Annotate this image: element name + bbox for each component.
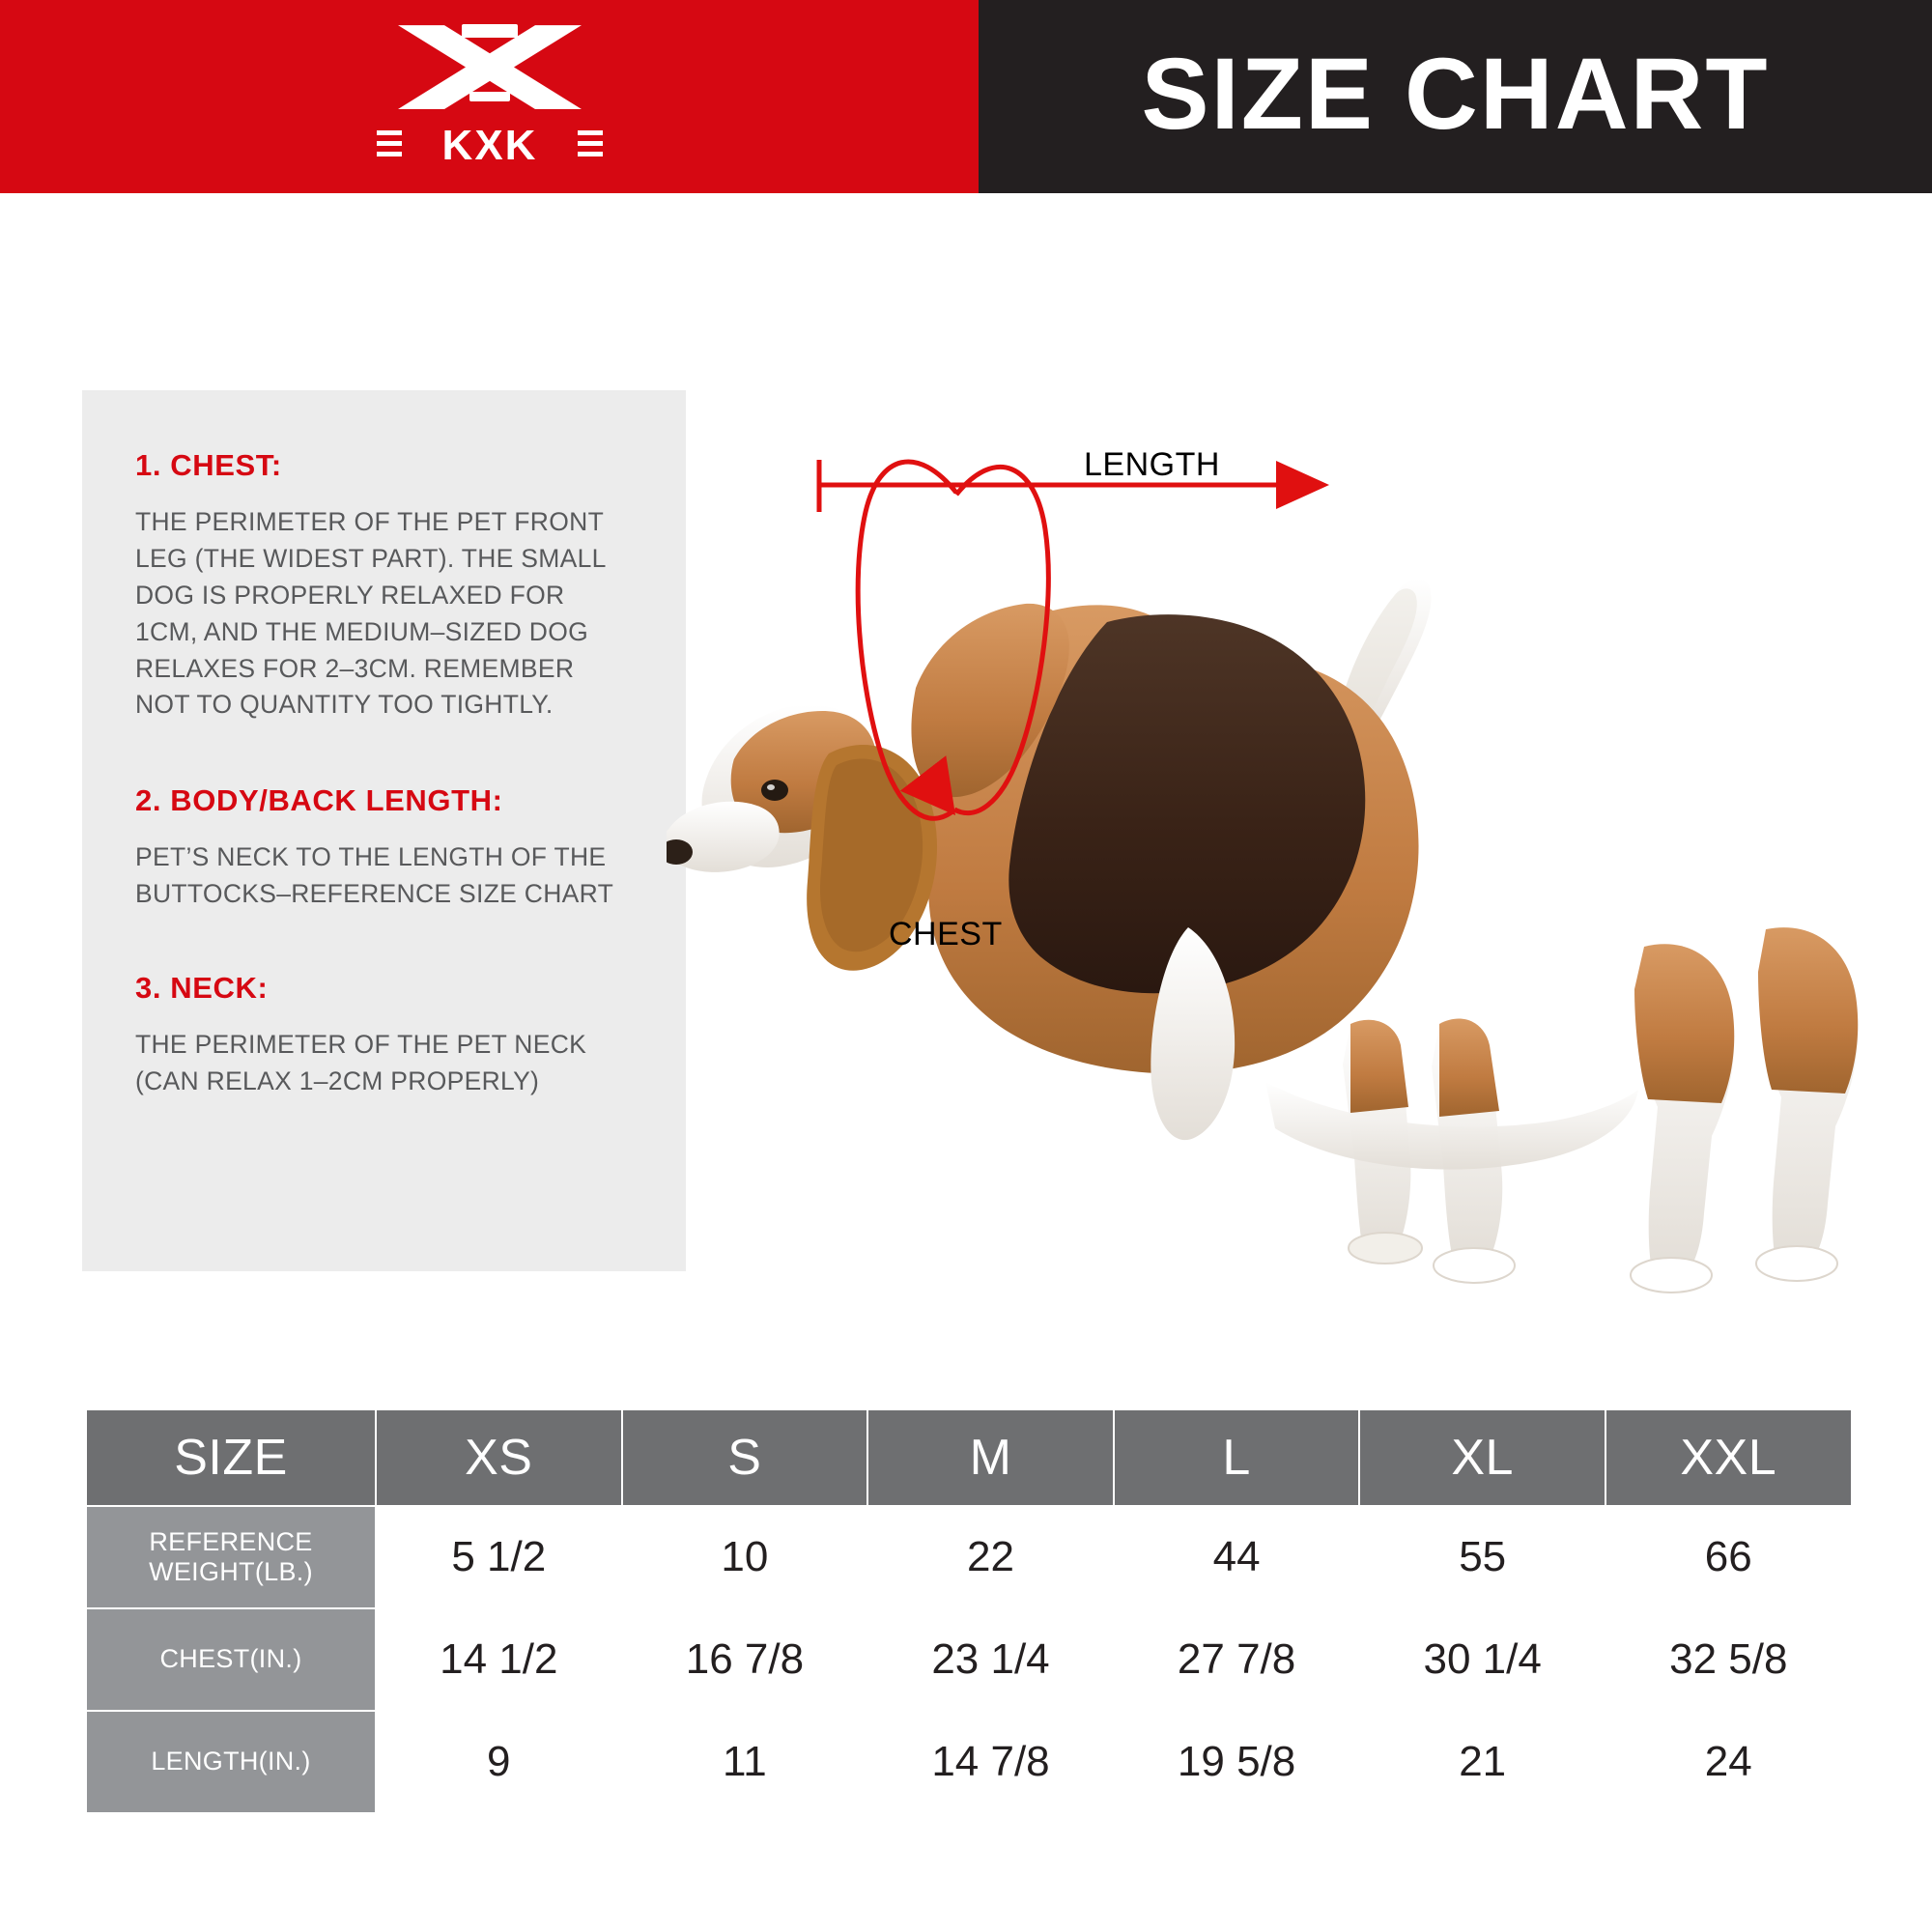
- row-header-chest: CHEST(IN.): [86, 1608, 376, 1711]
- page-title: SIZE CHART: [1141, 37, 1770, 151]
- table-row: [86, 1711, 1852, 1813]
- cell-chest-m: 23 1/4: [867, 1608, 1114, 1711]
- cell-length-l: 19 5/8: [1114, 1711, 1360, 1813]
- kxk-logo: [369, 14, 611, 179]
- cell-chest-s: 16 7/8: [622, 1608, 868, 1711]
- cell-weight-m: 22: [867, 1506, 1114, 1608]
- brand-wordmark: KXK: [441, 122, 537, 169]
- cell-length-xl: 21: [1359, 1711, 1605, 1813]
- col-header-s: S: [622, 1409, 868, 1506]
- cell-chest-l: 27 7/8: [1114, 1608, 1360, 1711]
- table-row: [86, 1506, 1852, 1608]
- chest-label: CHEST: [889, 916, 1003, 952]
- cell-weight-s: 10: [622, 1506, 868, 1608]
- cell-chest-xl: 30 1/4: [1359, 1608, 1605, 1711]
- cell-weight-xl: 55: [1359, 1506, 1605, 1608]
- measurement-instructions-panel: [82, 390, 686, 1271]
- col-header-xxl: XXL: [1605, 1409, 1852, 1506]
- size-table: [85, 1408, 1853, 1814]
- cell-chest-xxl: 32 5/8: [1605, 1608, 1852, 1711]
- header-bar: [0, 0, 1932, 193]
- row-header-reference-weight: REFERENCE WEIGHT(LB.): [86, 1506, 376, 1608]
- cell-length-m: 14 7/8: [867, 1711, 1114, 1813]
- instruction-heading-chest: 1. CHEST:: [135, 448, 282, 482]
- cell-chest-xs: 14 1/2: [376, 1608, 622, 1711]
- dog-illustration: [667, 579, 1858, 1293]
- instruction-body-body-length: PET’S NECK TO THE LENGTH OF THE BUTTOCKS–REFERENCE SIZE CHART: [135, 842, 614, 909]
- title-banner: [979, 0, 1932, 193]
- instruction-body-neck: THE PERIMETER OF THE PET NECK (CAN RELAX 1–2CM PROPERLY): [135, 1030, 587, 1096]
- instruction-heading-neck: 3. NECK:: [135, 971, 269, 1006]
- cell-length-xs: 9: [376, 1711, 622, 1813]
- table-row: [86, 1608, 1852, 1711]
- brand-banner: [0, 0, 979, 193]
- col-header-size: SIZE: [86, 1409, 376, 1506]
- cell-weight-xs: 5 1/2: [376, 1506, 622, 1608]
- cell-weight-xxl: 66: [1605, 1506, 1852, 1608]
- col-header-m: M: [867, 1409, 1114, 1506]
- cell-weight-l: 44: [1114, 1506, 1360, 1608]
- col-header-xs: XS: [376, 1409, 622, 1506]
- instruction-body-chest: THE PERIMETER OF THE PET FRONT LEG (THE WIDEST PART). THE SMALL DOG IS PROPERLY RELAXED FOR 1CM, AND THE MEDIUM–SIZED DOG RELAXES FOR 2–3CM. REMEMBER NOT TO QUANTITY TOO TIGHTLY.: [135, 507, 606, 720]
- cell-length-s: 11: [622, 1711, 868, 1813]
- length-label: LENGTH: [1084, 446, 1220, 483]
- table-header-row: [86, 1409, 1852, 1506]
- col-header-xl: XL: [1359, 1409, 1605, 1506]
- row-header-length: LENGTH(IN.): [86, 1711, 376, 1813]
- size-table-container: [85, 1408, 1851, 1814]
- dog-measurement-diagram: [667, 406, 1884, 1304]
- col-header-l: L: [1114, 1409, 1360, 1506]
- instruction-heading-body-length: 2. BODY/BACK LENGTH:: [135, 783, 503, 818]
- cell-length-xxl: 24: [1605, 1711, 1852, 1813]
